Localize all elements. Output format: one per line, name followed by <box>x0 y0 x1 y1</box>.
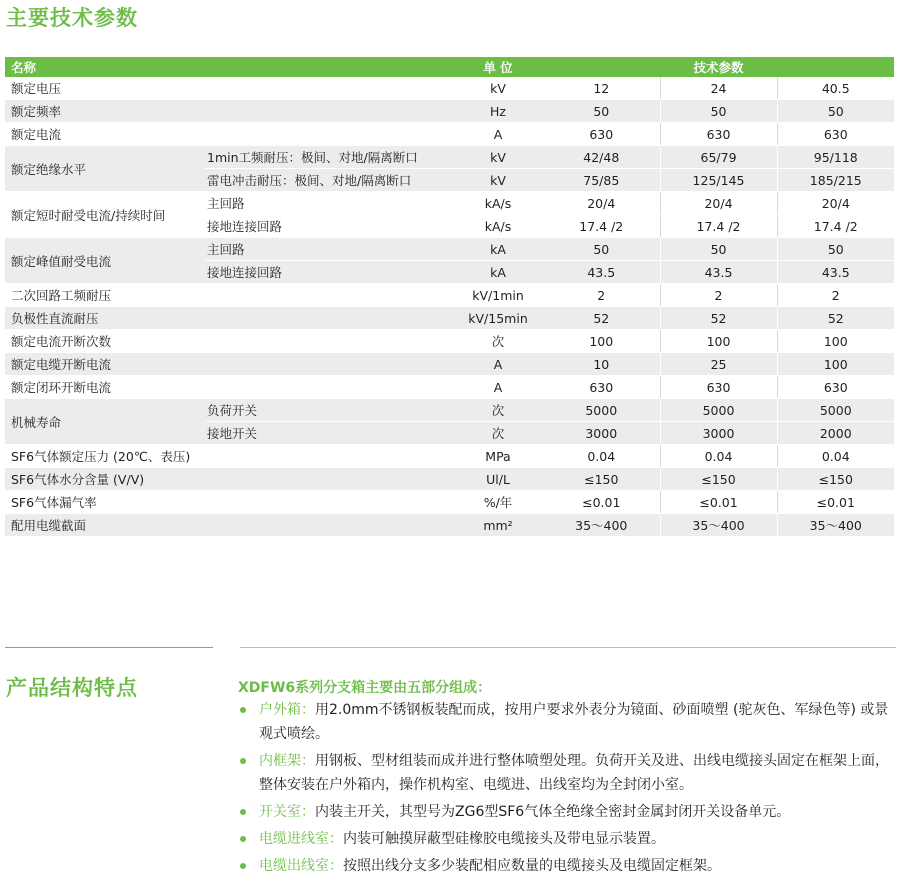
row-value: 3000 <box>660 422 777 445</box>
table-row <box>5 330 894 353</box>
table-row <box>5 77 894 100</box>
table-row <box>5 445 894 468</box>
header-unit: 单 位 <box>453 57 543 77</box>
row-value: 17.4 /2 <box>543 215 660 238</box>
row-name: 额定频率 <box>5 100 453 123</box>
feature-title: 户外箱： <box>259 702 315 718</box>
list-item <box>237 749 897 797</box>
row-unit: kA <box>453 261 543 284</box>
row-unit: 次 <box>453 399 543 422</box>
row-value: 43.5 <box>543 261 660 284</box>
row-value: 2000 <box>777 422 894 445</box>
row-unit: kV <box>453 77 543 100</box>
row-value: 65/79 <box>660 146 777 169</box>
feature-text: 内装主开关，其型号为ZG6型SF6气体全绝缘全密封金属封闭开关设备单元。 <box>315 804 791 820</box>
row-name: 额定电压 <box>5 77 453 100</box>
section-title: 产品结构特点 <box>6 676 138 700</box>
row-unit: kA/s <box>453 192 543 215</box>
row-unit: kA <box>453 238 543 261</box>
feature-title: 电缆进线室： <box>259 831 343 847</box>
row-value: 100 <box>543 330 660 353</box>
row-value: 5000 <box>660 399 777 422</box>
page-title: 主要技术参数 <box>6 6 138 30</box>
row-value: 17.4 /2 <box>660 215 777 238</box>
row-name: 配用电缆截面 <box>5 514 453 537</box>
spec-table <box>5 57 894 537</box>
row-value: 20/4 <box>777 192 894 215</box>
row-value: 50 <box>660 100 777 123</box>
row-value: 5000 <box>543 399 660 422</box>
row-subname: 接地连接回路 <box>205 215 453 238</box>
row-value: 35～400 <box>777 514 894 537</box>
row-name: 额定电缆开断电流 <box>5 353 453 376</box>
table-row <box>5 146 894 169</box>
row-unit: kA/s <box>453 215 543 238</box>
row-value: 50 <box>777 238 894 261</box>
row-name: 额定绝缘水平 <box>5 146 205 192</box>
row-unit: Ul/L <box>453 468 543 491</box>
row-name: 额定闭环开断电流 <box>5 376 453 399</box>
row-value: 75/85 <box>543 169 660 192</box>
feature-title: 内框架： <box>259 753 315 769</box>
table-row <box>5 353 894 376</box>
row-unit: Hz <box>453 100 543 123</box>
row-unit: 次 <box>453 422 543 445</box>
row-value: 40.5 <box>777 77 894 100</box>
row-name: 额定峰值耐受电流 <box>5 238 205 284</box>
header-params: 技术参数 <box>543 57 894 77</box>
row-value: ≤0.01 <box>660 491 777 514</box>
feature-text: 用钢板、型材组装而成并进行整体喷塑处理。负荷开关及进、出线电缆接头固定在框架上面，整体安装在户外箱内，操作机构室、电缆进、出线室均为全封闭小室。 <box>259 753 889 793</box>
row-value: 10 <box>543 353 660 376</box>
row-subname: 雷电冲击耐压：极间、对地/隔离断口 <box>205 169 453 192</box>
row-unit: A <box>453 123 543 146</box>
table-body <box>5 77 894 537</box>
row-value: 100 <box>660 330 777 353</box>
row-value: 52 <box>543 307 660 330</box>
row-value: ≤150 <box>777 468 894 491</box>
feature-title: 开关室： <box>259 804 315 820</box>
row-name: SF6气体漏气率 <box>5 491 453 514</box>
table-row <box>5 468 894 491</box>
list-item <box>237 827 897 851</box>
feature-text: 用2.0mm不锈钢板装配而成，按用户要求外表分为镜面、砂面喷塑 (驼灰色、军绿色等) 或景观式喷绘。 <box>259 702 889 742</box>
list-item <box>237 698 897 746</box>
row-subname: 接地开关 <box>205 422 453 445</box>
row-value: 50 <box>543 100 660 123</box>
row-unit: kV/1min <box>453 284 543 307</box>
row-value: 20/4 <box>543 192 660 215</box>
row-unit: kV/15min <box>453 307 543 330</box>
row-value: 95/118 <box>777 146 894 169</box>
table-row <box>5 284 894 307</box>
row-name: 负极性直流耐压 <box>5 307 453 330</box>
row-subname: 接地连接回路 <box>205 261 453 284</box>
bullet-icon <box>240 758 246 764</box>
row-unit: %/年 <box>453 491 543 514</box>
row-value: 2 <box>543 284 660 307</box>
row-value: 3000 <box>543 422 660 445</box>
table-row <box>5 192 894 215</box>
row-unit: A <box>453 353 543 376</box>
row-name: SF6气体水分含量 (V/V) <box>5 468 453 491</box>
bullet-icon <box>240 809 246 815</box>
list-item <box>237 800 897 824</box>
row-value: 52 <box>660 307 777 330</box>
row-value: 0.04 <box>660 445 777 468</box>
table-row <box>5 514 894 537</box>
feature-title: 电缆出线室： <box>259 858 343 874</box>
row-unit: MPa <box>453 445 543 468</box>
row-name: 额定短时耐受电流/持续时间 <box>5 192 205 238</box>
row-name: 额定电流开断次数 <box>5 330 453 353</box>
row-value: 630 <box>777 376 894 399</box>
row-value: 185/215 <box>777 169 894 192</box>
row-name: 额定电流 <box>5 123 453 146</box>
row-value: ≤150 <box>660 468 777 491</box>
section-divider <box>240 647 896 648</box>
row-value: 630 <box>660 123 777 146</box>
row-subname: 负荷开关 <box>205 399 453 422</box>
header-name: 名称 <box>5 57 453 77</box>
section-divider-accent <box>5 647 213 648</box>
bullet-icon <box>240 707 246 713</box>
table-row <box>5 238 894 261</box>
row-name: 二次回路工频耐压 <box>5 284 453 307</box>
row-value: 2 <box>660 284 777 307</box>
bullet-icon <box>240 836 246 842</box>
list-item <box>237 854 897 878</box>
row-subname: 主回路 <box>205 238 453 261</box>
feature-text: 按照出线分支多少装配相应数量的电缆接头及电缆固定框架。 <box>343 858 721 874</box>
structure-intro: XDFW6系列分支箱主要由五部分组成： <box>238 680 492 696</box>
row-value: 630 <box>660 376 777 399</box>
row-unit: 次 <box>453 330 543 353</box>
feature-list <box>237 698 897 881</box>
feature-text: 内装可触摸屏蔽型硅橡胶电缆接头及带电显示装置。 <box>343 831 665 847</box>
row-unit: A <box>453 376 543 399</box>
row-subname: 主回路 <box>205 192 453 215</box>
table-header-row <box>5 57 894 77</box>
row-value: 100 <box>777 330 894 353</box>
row-value: 50 <box>543 238 660 261</box>
row-name: SF6气体额定压力 (20℃、表压) <box>5 445 453 468</box>
row-value: 0.04 <box>777 445 894 468</box>
row-value: 25 <box>660 353 777 376</box>
row-value: 52 <box>777 307 894 330</box>
row-value: 12 <box>543 77 660 100</box>
row-value: 125/145 <box>660 169 777 192</box>
row-value: 630 <box>543 123 660 146</box>
row-unit: mm² <box>453 514 543 537</box>
table-row <box>5 123 894 146</box>
row-value: 43.5 <box>660 261 777 284</box>
row-value: 5000 <box>777 399 894 422</box>
row-unit: kV <box>453 169 543 192</box>
row-value: 50 <box>777 100 894 123</box>
row-value: 35～400 <box>543 514 660 537</box>
table-row <box>5 100 894 123</box>
row-value: 2 <box>777 284 894 307</box>
row-value: 0.04 <box>543 445 660 468</box>
row-name: 机械寿命 <box>5 399 205 445</box>
table-row <box>5 307 894 330</box>
row-value: 100 <box>777 353 894 376</box>
row-unit: kV <box>453 146 543 169</box>
row-value: 630 <box>543 376 660 399</box>
row-value: 42/48 <box>543 146 660 169</box>
bullet-icon <box>240 863 246 869</box>
row-value: 630 <box>777 123 894 146</box>
row-value: 50 <box>660 238 777 261</box>
table-row <box>5 399 894 422</box>
row-value: 24 <box>660 77 777 100</box>
table-row <box>5 376 894 399</box>
row-value: 35～400 <box>660 514 777 537</box>
row-value: ≤0.01 <box>543 491 660 514</box>
table-row <box>5 491 894 514</box>
row-value: ≤0.01 <box>777 491 894 514</box>
row-value: 20/4 <box>660 192 777 215</box>
row-value: 17.4 /2 <box>777 215 894 238</box>
row-value: ≤150 <box>543 468 660 491</box>
row-value: 43.5 <box>777 261 894 284</box>
row-subname: 1min工频耐压：极间、对地/隔离断口 <box>205 146 453 169</box>
